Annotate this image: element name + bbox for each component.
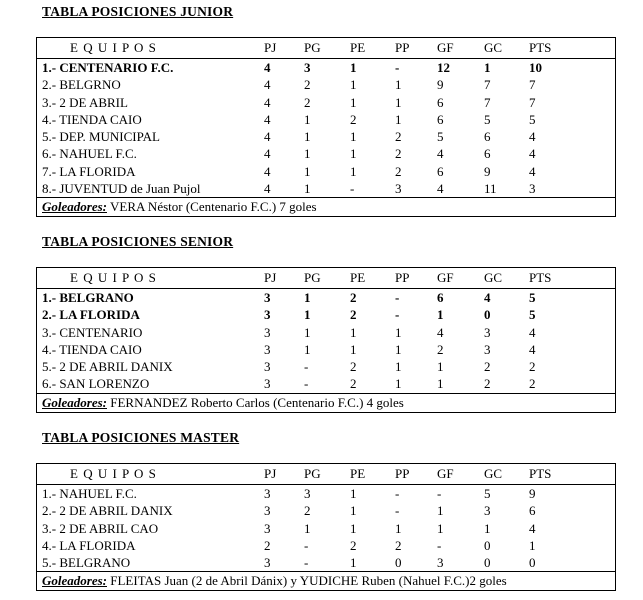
team-name: 5.- BELGRANO [42, 555, 131, 571]
gc-value: 11 [484, 181, 497, 197]
pp-value: 1 [395, 111, 402, 127]
pe-value: 2 [350, 111, 357, 127]
pj-value: 2 [264, 537, 271, 553]
pts-value: 5 [529, 111, 536, 127]
pj-value: 3 [264, 555, 271, 571]
pg-value: - [304, 359, 309, 375]
team-name: 1.- NAHUEL F.C. [42, 486, 137, 501]
pp-value: 1 [395, 77, 402, 93]
table-row [37, 341, 615, 358]
gc-value: 5 [484, 486, 491, 501]
table-header [37, 268, 615, 289]
gc-value: 9 [484, 163, 491, 179]
gc-value: 4 [484, 290, 491, 305]
gc-value: 0 [484, 555, 491, 571]
scorers-text: FLEITAS Juan (2 de Abril Dánix) y YUDICHE Ruben (Nahuel F.C.)2 goles [107, 573, 507, 589]
pj-value: 3 [264, 486, 271, 501]
pj-value: 3 [264, 324, 271, 340]
pg-value: 2 [304, 503, 311, 519]
table-row [37, 554, 615, 571]
pts-value: 4 [529, 129, 536, 145]
junior-table [36, 37, 616, 217]
pe-value: 1 [350, 129, 357, 145]
pg-value: 1 [304, 129, 311, 145]
pts-value: 10 [529, 60, 542, 75]
pts-value: 3 [529, 181, 536, 197]
team-name: 7.- LA FLORIDA [42, 163, 136, 179]
team-name: 6.- SAN LORENZO [42, 376, 150, 392]
pts-value: 4 [529, 520, 536, 536]
pts-value: 4 [529, 324, 536, 340]
table-row [37, 94, 615, 111]
scorers-label: Goleadores: [42, 199, 107, 215]
pts-value: 2 [529, 376, 536, 392]
team-name: 4.- TIENDA CAIO [42, 111, 142, 127]
pp-value: 1 [395, 520, 402, 536]
pp-value: 2 [395, 146, 402, 162]
pe-value: 1 [350, 555, 357, 571]
header-pp: PP [395, 466, 410, 481]
header-pj: PJ [264, 466, 277, 481]
pg-value: - [304, 537, 309, 553]
pj-value: 4 [264, 77, 271, 93]
pts-value: 1 [529, 537, 536, 553]
gf-value: 4 [437, 324, 444, 340]
table-row [37, 111, 615, 128]
header-pe: PE [350, 270, 366, 285]
pp-value: - [395, 290, 400, 305]
pg-value: 1 [304, 290, 311, 305]
pp-value: 0 [395, 555, 402, 571]
scorers-text: FERNANDEZ Roberto Carlos (Centenario F.C.) 4 goles [107, 394, 404, 410]
header-pts: PTS [529, 40, 552, 55]
gf-value: 6 [437, 94, 444, 110]
table-row [37, 289, 615, 306]
team-name: 1.- BELGRANO [42, 290, 134, 305]
gf-value: 5 [437, 129, 444, 145]
pj-value: 4 [264, 181, 271, 197]
pg-value: 1 [304, 146, 311, 162]
pe-value: 1 [350, 324, 357, 340]
pg-value: 1 [304, 520, 311, 536]
pg-value: 3 [304, 486, 311, 501]
header-pe: PE [350, 40, 366, 55]
header-pg: PG [304, 466, 321, 481]
pe-value: 2 [350, 307, 357, 323]
pj-value: 4 [264, 163, 271, 179]
table-row [37, 324, 615, 341]
team-name: 1.- CENTENARIO F.C. [42, 60, 174, 75]
pp-value: 1 [395, 324, 402, 340]
pg-value: - [304, 376, 309, 392]
pj-value: 3 [264, 359, 271, 375]
table-header [37, 38, 615, 59]
pp-value: - [395, 486, 400, 501]
pts-value: 4 [529, 146, 536, 162]
team-name: 3.- 2 DE ABRIL CAO [42, 520, 159, 536]
table-row [37, 180, 615, 197]
table-header [37, 464, 615, 485]
header-team: E Q U I P O S [70, 466, 157, 481]
pj-value: 3 [264, 290, 271, 305]
header-pe: PE [350, 466, 366, 481]
pts-value: 2 [529, 359, 536, 375]
gc-value: 5 [484, 111, 491, 127]
pe-value: 1 [350, 341, 357, 357]
header-pg: PG [304, 270, 321, 285]
gf-value: 2 [437, 341, 444, 357]
gc-value: 0 [484, 537, 491, 553]
scorers-row [37, 197, 615, 216]
pp-value: 2 [395, 129, 402, 145]
junior-title: TABLA POSICIONES JUNIOR [42, 4, 234, 19]
team-name: 5.- 2 DE ABRIL DANIX [42, 359, 173, 375]
table-row [37, 306, 615, 323]
pg-value: 1 [304, 181, 311, 197]
pts-value: 7 [529, 77, 536, 93]
pts-value: 4 [529, 163, 536, 179]
pts-value: 9 [529, 486, 536, 501]
gf-value: 9 [437, 77, 444, 93]
senior-table [36, 267, 616, 413]
pe-value: 1 [350, 146, 357, 162]
gc-value: 1 [484, 60, 491, 75]
gf-value: 6 [437, 111, 444, 127]
pj-value: 3 [264, 341, 271, 357]
pts-value: 0 [529, 555, 536, 571]
team-name: 3.- 2 DE ABRIL [42, 94, 128, 110]
pj-value: 3 [264, 376, 271, 392]
header-pp: PP [395, 40, 410, 55]
pe-value: 1 [350, 486, 357, 501]
pp-value: 3 [395, 181, 402, 197]
table-row [37, 537, 615, 554]
pg-value: - [304, 555, 309, 571]
pe-value: 2 [350, 376, 357, 392]
gc-value: 3 [484, 324, 491, 340]
pe-value: 2 [350, 537, 357, 553]
gc-value: 2 [484, 376, 491, 392]
pp-value: 1 [395, 341, 402, 357]
table-row [37, 375, 615, 392]
pp-value: - [395, 60, 400, 75]
pe-value: 1 [350, 60, 357, 75]
pts-value: 7 [529, 94, 536, 110]
header-gc: GC [484, 466, 503, 481]
table-row [37, 163, 615, 180]
pg-value: 1 [304, 307, 311, 323]
team-name: 3.- CENTENARIO [42, 324, 143, 340]
pj-value: 3 [264, 503, 271, 519]
gc-value: 6 [484, 146, 491, 162]
pp-value: 1 [395, 94, 402, 110]
pj-value: 4 [264, 60, 271, 75]
team-name: 6.- NAHUEL F.C. [42, 146, 137, 162]
gf-value: 1 [437, 376, 444, 392]
team-name: 4.- TIENDA CAIO [42, 341, 142, 357]
pe-value: - [350, 181, 355, 197]
master-table [36, 463, 616, 591]
pe-value: 1 [350, 163, 357, 179]
pj-value: 4 [264, 111, 271, 127]
pg-value: 1 [304, 163, 311, 179]
gc-value: 3 [484, 341, 491, 357]
team-name: 8.- JUVENTUD de Juan Pujol [42, 181, 201, 197]
gf-value: 4 [437, 146, 444, 162]
team-name: 4.- LA FLORIDA [42, 537, 136, 553]
pe-value: 1 [350, 77, 357, 93]
pe-value: 2 [350, 290, 357, 305]
gc-value: 2 [484, 359, 491, 375]
header-pp: PP [395, 270, 410, 285]
gc-value: 6 [484, 129, 491, 145]
pts-value: 6 [529, 503, 536, 519]
gf-value: - [437, 537, 442, 553]
pe-value: 1 [350, 520, 357, 536]
gc-value: 7 [484, 94, 491, 110]
gc-value: 7 [484, 77, 491, 93]
header-gf: GF [437, 40, 454, 55]
master-title: TABLA POSICIONES MASTER [42, 430, 240, 445]
scorers-line [42, 572, 507, 589]
pe-value: 1 [350, 94, 357, 110]
gf-value: 1 [437, 520, 444, 536]
pg-value: 2 [304, 77, 311, 93]
gf-value: 3 [437, 555, 444, 571]
header-pj: PJ [264, 270, 277, 285]
pp-value: 1 [395, 359, 402, 375]
header-gc: GC [484, 270, 503, 285]
table-row [37, 502, 615, 519]
table-row [37, 520, 615, 537]
pg-value: 3 [304, 60, 311, 75]
scorers-text: VERA Néstor (Centenario F.C.) 7 goles [107, 199, 317, 215]
pp-value: - [395, 307, 400, 323]
senior-title: TABLA POSICIONES SENIOR [42, 234, 234, 249]
gc-value: 0 [484, 307, 491, 323]
scorers-label: Goleadores: [42, 394, 107, 410]
team-name: 2.- BELGRNO [42, 77, 121, 93]
gf-value: 12 [437, 60, 450, 75]
pj-value: 4 [264, 146, 271, 162]
table-row [37, 145, 615, 162]
pg-value: 1 [304, 324, 311, 340]
gf-value: 4 [437, 181, 444, 197]
gf-value: 1 [437, 503, 444, 519]
team-name: 2.- LA FLORIDA [42, 307, 140, 323]
scorers-label: Goleadores: [42, 573, 107, 589]
pj-value: 3 [264, 307, 271, 323]
pe-value: 2 [350, 359, 357, 375]
pg-value: 1 [304, 341, 311, 357]
header-team: E Q U I P O S [70, 40, 157, 55]
table-row [37, 59, 615, 76]
header-team: E Q U I P O S [70, 270, 157, 285]
scorers-line [42, 394, 404, 411]
pp-value: 2 [395, 537, 402, 553]
table-row [37, 358, 615, 375]
gf-value: 6 [437, 163, 444, 179]
scorers-row [37, 393, 615, 412]
team-name: 2.- 2 DE ABRIL DANIX [42, 503, 173, 519]
pg-value: 2 [304, 94, 311, 110]
pp-value: 1 [395, 376, 402, 392]
pp-value: 2 [395, 163, 402, 179]
gc-value: 1 [484, 520, 491, 536]
pj-value: 3 [264, 520, 271, 536]
table-row [37, 485, 615, 502]
pe-value: 1 [350, 503, 357, 519]
gf-value: 1 [437, 307, 444, 323]
header-pts: PTS [529, 466, 552, 481]
pts-value: 5 [529, 307, 536, 323]
header-gf: GF [437, 466, 454, 481]
gf-value: 6 [437, 290, 444, 305]
header-gf: GF [437, 270, 454, 285]
pts-value: 5 [529, 290, 536, 305]
pp-value: - [395, 503, 400, 519]
header-gc: GC [484, 40, 503, 55]
gc-value: 3 [484, 503, 491, 519]
pj-value: 4 [264, 94, 271, 110]
table-row [37, 128, 615, 145]
pg-value: 1 [304, 111, 311, 127]
pts-value: 4 [529, 341, 536, 357]
gf-value: - [437, 486, 442, 501]
header-pts: PTS [529, 270, 552, 285]
pj-value: 4 [264, 129, 271, 145]
team-name: 5.- DEP. MUNICIPAL [42, 129, 160, 145]
scorers-row [37, 571, 615, 590]
gf-value: 1 [437, 359, 444, 375]
scorers-line [42, 198, 317, 215]
table-row [37, 76, 615, 93]
header-pj: PJ [264, 40, 277, 55]
header-pg: PG [304, 40, 321, 55]
